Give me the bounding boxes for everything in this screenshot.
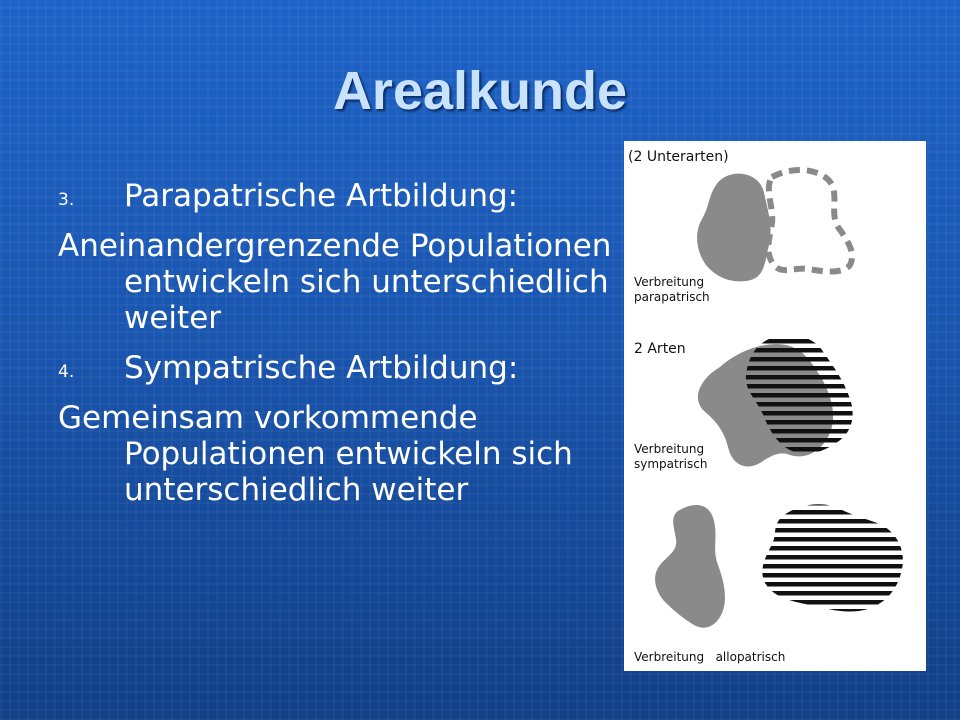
item-number: 4.	[58, 362, 75, 382]
striped-area-3	[762, 504, 903, 611]
item-heading: Sympatrische Artbildung:	[124, 350, 519, 386]
item-number: 3.	[58, 190, 75, 210]
slide-content	[58, 178, 618, 522]
gray-area-1	[697, 174, 770, 282]
panel1-caption-line2: parapatrisch	[634, 290, 710, 304]
panel2-caption-line2: sympatrisch	[634, 457, 708, 471]
item-heading: Parapatrische Artbildung:	[124, 178, 519, 214]
distribution-diagram	[624, 141, 926, 671]
panel3-caption: Verbreitung allopatrisch	[634, 650, 786, 664]
slide-title: Arealkunde	[332, 61, 628, 121]
gray-area-3	[655, 505, 725, 628]
dashed-outline-area	[768, 170, 852, 271]
panel1-caption-line1: Verbreitung	[634, 275, 705, 289]
distribution-figure	[624, 141, 926, 671]
panel2-caption-line1: Verbreitung	[634, 442, 705, 456]
numbered-item-3	[58, 178, 618, 214]
numbered-item-4	[58, 350, 618, 386]
paragraph-sympatric: Gemeinsam vorkommende Populationen entwickeln sich unterschiedlich weiter	[58, 400, 573, 508]
panel2-title: 2 Arten	[634, 341, 686, 357]
paragraph-parapatric: Aneinandergrenzende Populationen entwickeln sich unterschiedlich weiter	[58, 228, 612, 336]
panel1-title: (2 Unterarten)	[628, 149, 729, 165]
